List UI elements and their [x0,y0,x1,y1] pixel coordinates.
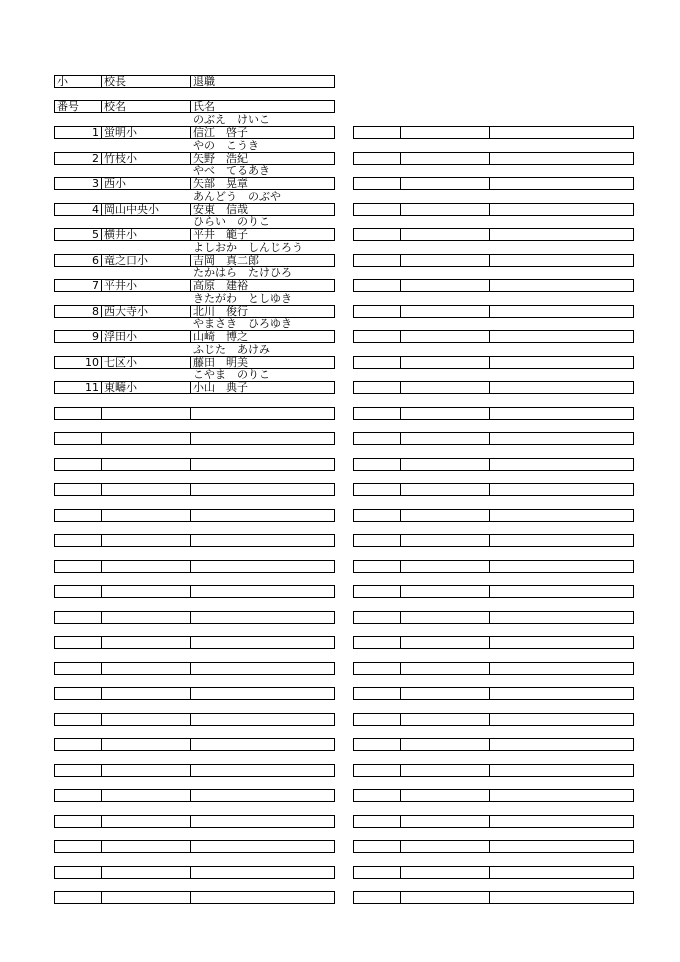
blank-cell [489,126,634,139]
number-cell [54,509,102,522]
school-cell [101,483,191,496]
blank-cell [489,738,634,751]
name-cell [190,687,335,700]
school-cell [101,815,191,828]
blank-cell [353,458,401,471]
blank-cell [400,152,490,165]
blank-cell [400,483,490,496]
blank-cell [489,560,634,573]
school-cell [101,840,191,853]
number-cell: 3 [54,177,102,190]
number-cell: 2 [54,152,102,165]
school-cell: 岡山中央小 [101,203,191,216]
blank-cell [353,891,401,904]
name-cell: 山崎 博之 [190,330,335,343]
blank-cell [353,662,401,675]
blank-cell [400,636,490,649]
category-cell: 小 [54,75,102,88]
number-cell [54,840,102,853]
number-cell [54,687,102,700]
blank-cell [489,687,634,700]
number-cell [54,585,102,598]
name-cell: 安東 信哉 [190,203,335,216]
blank-cell [400,407,490,420]
number-cell: 8 [54,305,102,318]
blank-cell [353,407,401,420]
blank-cell [400,381,490,394]
blank-cell [400,815,490,828]
blank-cell [400,789,490,802]
school-cell [101,458,191,471]
blank-cell [353,509,401,522]
school-cell [101,636,191,649]
blank-cell [489,764,634,777]
school-cell [101,585,191,598]
name-cell [190,636,335,649]
blank-cell [400,228,490,241]
blank-cell [489,866,634,879]
number-cell [54,891,102,904]
name-cell [190,866,335,879]
name-cell [190,713,335,726]
header-school: 校名 [101,100,191,113]
blank-cell [353,611,401,624]
blank-cell [400,177,490,190]
blank-cell [489,611,634,624]
school-cell [101,662,191,675]
blank-cell [353,152,401,165]
school-cell [101,432,191,445]
blank-cell [489,534,634,547]
blank-cell [489,509,634,522]
blank-cell [353,687,401,700]
number-cell [54,407,102,420]
name-cell: 小山 典子 [190,381,335,394]
blank-cell [353,203,401,216]
name-reading: やべ てるあき [193,164,270,177]
school-cell [101,687,191,700]
blank-cell [400,764,490,777]
blank-cell [489,636,634,649]
school-cell: 西大寺小 [101,305,191,318]
number-cell: 6 [54,254,102,267]
blank-cell [353,840,401,853]
school-cell [101,738,191,751]
blank-cell [353,254,401,267]
blank-cell [353,815,401,828]
name-cell [190,458,335,471]
header-name: 氏名 [190,100,335,113]
school-cell [101,611,191,624]
blank-cell [353,738,401,751]
blank-cell [353,305,401,318]
number-cell [54,483,102,496]
blank-cell [400,254,490,267]
blank-cell [489,407,634,420]
blank-cell [489,458,634,471]
blank-cell [400,891,490,904]
school-cell: 平井小 [101,279,191,292]
name-cell [190,509,335,522]
blank-cell [489,152,634,165]
number-cell [54,458,102,471]
blank-cell [353,483,401,496]
blank-cell [400,458,490,471]
blank-cell [400,840,490,853]
name-reading: ふじた あけみ [193,343,270,356]
header-number: 番号 [54,100,102,113]
school-cell: 竹枝小 [101,152,191,165]
number-cell: 9 [54,330,102,343]
blank-cell [400,713,490,726]
blank-cell [353,866,401,879]
school-cell [101,891,191,904]
blank-cell [489,330,634,343]
number-cell [54,432,102,445]
blank-cell [400,866,490,879]
reason-cell: 退職 [190,75,335,88]
blank-cell [489,662,634,675]
blank-cell [400,687,490,700]
name-cell [190,432,335,445]
blank-cell [489,789,634,802]
school-cell: 横井小 [101,228,191,241]
name-cell: 平井 範子 [190,228,335,241]
blank-cell [353,228,401,241]
blank-cell [400,611,490,624]
role-cell: 校長 [101,75,191,88]
name-cell [190,483,335,496]
blank-cell [400,279,490,292]
blank-cell [353,585,401,598]
name-reading: こやま のりこ [193,368,270,381]
blank-cell [353,534,401,547]
blank-cell [353,789,401,802]
number-cell: 5 [54,228,102,241]
name-cell [190,534,335,547]
blank-cell [353,764,401,777]
school-cell: 東疇小 [101,381,191,394]
name-reading: たかはら たけひろ [193,266,292,279]
blank-cell [489,356,634,369]
blank-cell [489,891,634,904]
number-cell [54,764,102,777]
name-cell [190,611,335,624]
school-cell [101,713,191,726]
blank-cell [400,432,490,445]
school-cell [101,789,191,802]
blank-cell [400,126,490,139]
name-cell [190,407,335,420]
number-cell [54,534,102,547]
school-cell [101,407,191,420]
school-cell [101,534,191,547]
name-reading: よしおか しんじろう [193,241,303,254]
name-reading: あんどう のぶや [193,190,281,203]
blank-cell [400,560,490,573]
blank-cell [400,330,490,343]
school-cell: 蛍明小 [101,126,191,139]
blank-cell [400,534,490,547]
name-cell: 矢部 晃章 [190,177,335,190]
blank-cell [489,228,634,241]
blank-cell [353,177,401,190]
blank-cell [489,305,634,318]
blank-cell [400,738,490,751]
school-cell [101,764,191,777]
name-cell [190,789,335,802]
number-cell: 11 [54,381,102,394]
school-cell: 七区小 [101,356,191,369]
blank-cell [400,662,490,675]
number-cell [54,636,102,649]
blank-cell [353,356,401,369]
name-cell [190,585,335,598]
blank-cell [489,381,634,394]
name-cell [190,738,335,751]
name-cell [190,560,335,573]
name-cell: 信江 啓子 [190,126,335,139]
blank-cell [353,330,401,343]
school-cell: 西小 [101,177,191,190]
number-cell: 10 [54,356,102,369]
number-cell: 7 [54,279,102,292]
name-cell: 吉岡 真二郎 [190,254,335,267]
blank-cell [489,254,634,267]
number-cell [54,866,102,879]
blank-cell [353,636,401,649]
number-cell: 4 [54,203,102,216]
number-cell [54,560,102,573]
name-cell [190,764,335,777]
blank-cell [489,279,634,292]
blank-cell [489,177,634,190]
school-cell [101,560,191,573]
blank-cell [489,483,634,496]
school-cell: 竜之口小 [101,254,191,267]
name-cell: 北川 俊行 [190,305,335,318]
name-cell: 矢野 浩紀 [190,152,335,165]
name-reading: やまさき ひろゆき [193,317,292,330]
name-cell [190,891,335,904]
number-cell [54,789,102,802]
blank-cell [353,432,401,445]
blank-cell [489,585,634,598]
blank-cell [489,203,634,216]
name-reading: やの こうき [193,139,259,152]
number-cell [54,738,102,751]
blank-cell [489,713,634,726]
name-reading: のぶえ けいこ [193,113,270,126]
blank-cell [353,126,401,139]
blank-cell [400,305,490,318]
name-reading: きたがわ としゆき [193,292,292,305]
name-reading: ひらい のりこ [193,215,270,228]
number-cell: 1 [54,126,102,139]
blank-cell [353,279,401,292]
blank-cell [489,815,634,828]
name-cell [190,815,335,828]
blank-cell [489,432,634,445]
number-cell [54,815,102,828]
name-cell [190,840,335,853]
blank-cell [353,560,401,573]
blank-cell [489,840,634,853]
name-cell [190,662,335,675]
blank-cell [400,509,490,522]
blank-cell [400,356,490,369]
name-cell: 高原 建裕 [190,279,335,292]
school-cell [101,509,191,522]
number-cell [54,611,102,624]
blank-cell [353,713,401,726]
blank-cell [353,381,401,394]
school-cell: 浮田小 [101,330,191,343]
number-cell [54,713,102,726]
blank-cell [400,203,490,216]
name-cell: 藤田 明美 [190,356,335,369]
school-cell [101,866,191,879]
blank-cell [400,585,490,598]
number-cell [54,662,102,675]
